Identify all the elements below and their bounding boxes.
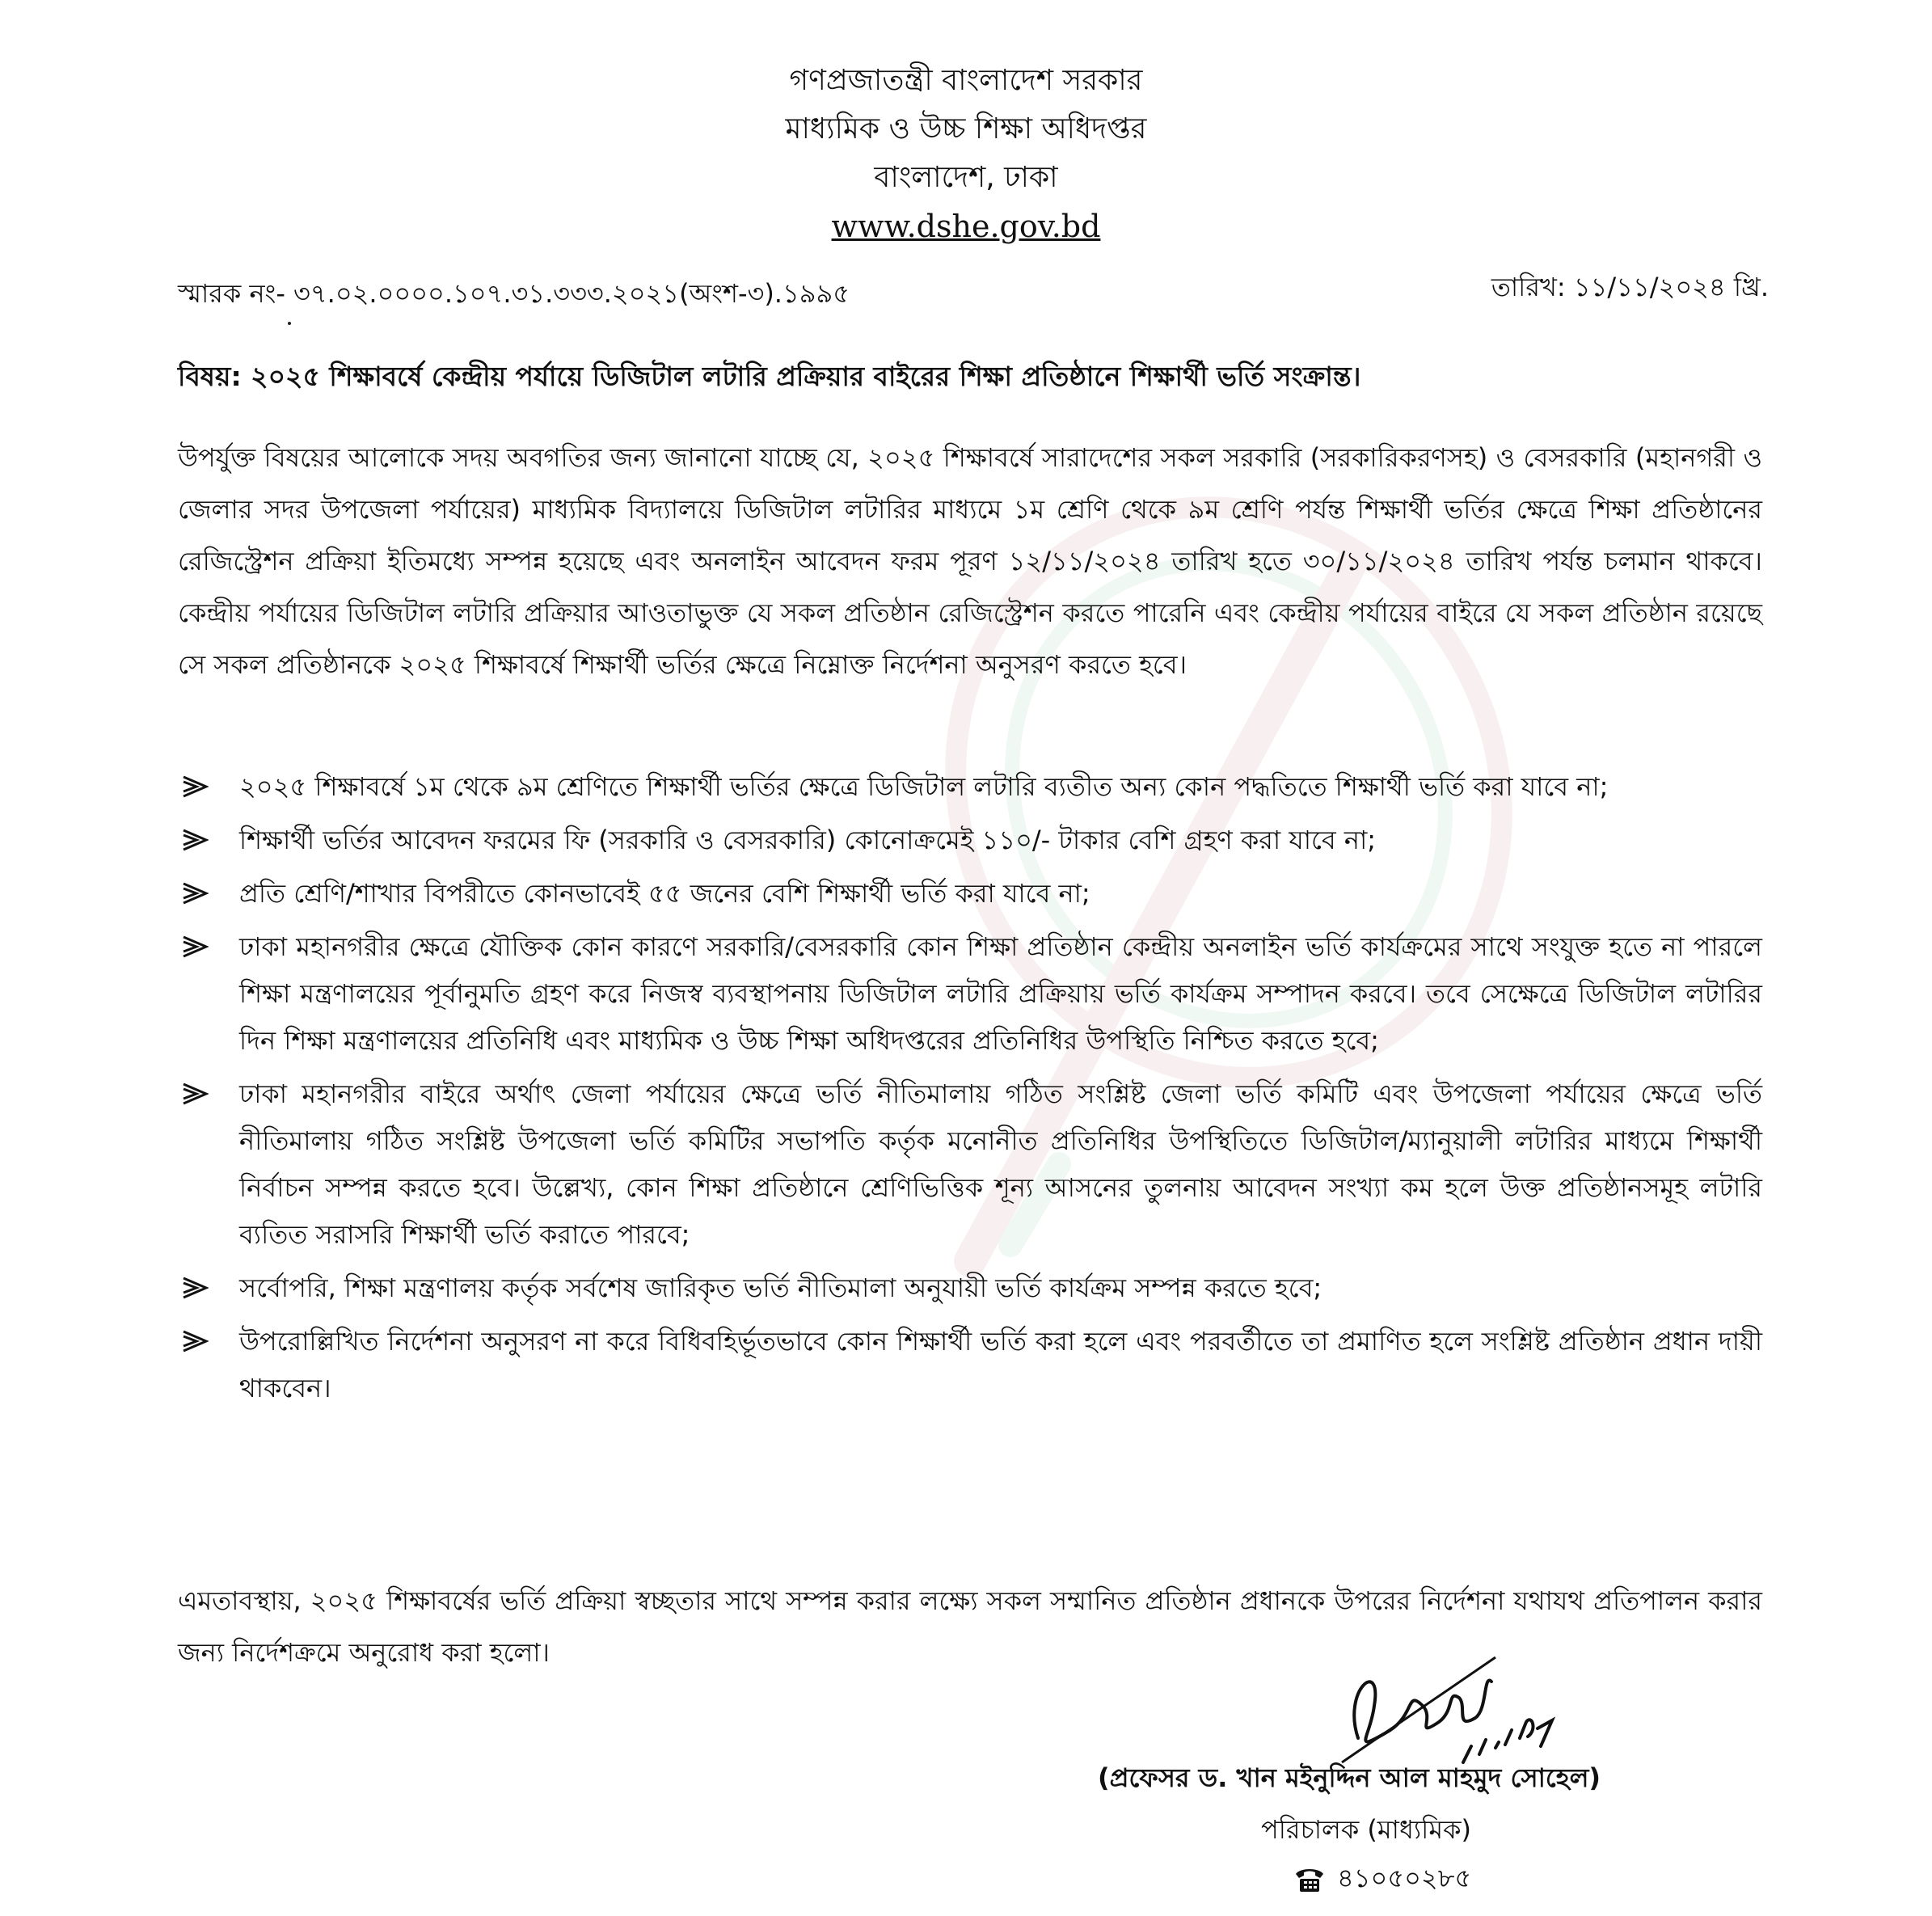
directorate-name: মাধ্যমিক ও উচ্চ শিক্ষা অধিদপ্তর	[785, 112, 1147, 146]
arrow-bullet-icon	[181, 774, 209, 799]
memo-number: স্মারক নং- ৩৭.০২.০০০০.১০৭.৩১.৩৩৩.২০২১(অংশ-৩).১৯৯৫	[178, 278, 850, 309]
phone-line	[1293, 1858, 1471, 1901]
directive-text: ঢাকা মহানগরীর বাইরে অর্থাৎ জেলা পর্যায়ের ক্ষেত্রে ভর্তি নীতিমালায় গঠিত সংশ্লিষ্ট জেলা ভর্তি কমিটি এবং উপজেলা পর্যায়ের ক্ষেত্রে ভর্তি নীতিমালায় গঠিত সংশ্লিষ্ট উপজেলা ভর্তি কমিটির সভাপতি কর্তৃক মনোনীত প্রতিনিধির উপস্থিতিতে ডিজিটাল/ম্যানুয়ালী লটারির মাধ্যমে শিক্ষার্থী নির্বাচন সম্পন্ন করতে হবে। উল্লেখ্য, কোন শিক্ষা প্রতিষ্ঠানে শ্রেণিভিত্তিক শূন্য আসনের তুলনায় আবেদন সংখ্যা কম হলে উক্ত প্রতিষ্ঠানসমূহ লটারি ব্যতিত সরাসরি শিক্ষার্থী ভর্তি করাতে পারবে;	[239, 1078, 1762, 1250]
letter-date: তারিখ: ১১/১১/২০২৪ খ্রি.	[1491, 272, 1769, 302]
stray-mark	[288, 322, 291, 325]
phone-number: ৪১০৫০২৮৫	[1337, 1863, 1472, 1893]
list-item	[178, 763, 1762, 810]
directive-text: উপরোল্লিখিত নির্দেশনা অনুসরণ না করে বিধিবহির্ভূতভাবে কোন শিক্ষার্থী ভর্তি করা হলে এবং পরবর্তীতে তা প্রমাণিত হলে সংশ্লিষ্ট প্রতিষ্ঠান প্রধান দায়ী থাকবেন।	[239, 1326, 1762, 1403]
letter-header	[0, 57, 1932, 251]
directive-text: সর্বোপরি, শিক্ষা মন্ত্রণালয় কর্তৃক সর্বশেষ জারিকৃত ভর্তি নীতিমালা অনুযায়ী ভর্তি কার্যক্রম সম্পন্ন করতে হবে;	[239, 1272, 1322, 1303]
arrow-bullet-icon	[181, 828, 209, 852]
signatory-title: পরিচালক (মাধ্যমিক)	[1261, 1814, 1471, 1845]
directive-text: ঢাকা মহানগরীর ক্ষেত্রে যৌক্তিক কোন কারণে সরকারি/বেসরকারি কোন শিক্ষা প্রতিষ্ঠান কেন্দ্রীয় অনলাইন ভর্তি কার্যক্রমের সাথে সংযুক্ত হতে না পারলে শিক্ষা মন্ত্রণালয়ের পূর্বানুমতি গ্রহণ করে নিজস্ব ব্যবস্থাপনায় ডিজিটাল লটারি প্রক্রিয়ায় ভর্তি কার্যক্রম সম্পাদন করবে। তবে সেক্ষেত্রে ডিজিটাল লটারির দিন শিক্ষা মন্ত্রণালয়ের প্রতিনিধি এবং মাধ্যমিক ও উচ্চ শিক্ষা অধিদপ্তরের প্রতিনিধির উপস্থিতি নিশ্চিত করতে হবে;	[239, 931, 1762, 1056]
list-item	[178, 1070, 1762, 1258]
arrow-bullet-icon	[181, 1082, 209, 1106]
list-item	[178, 1264, 1762, 1311]
location: বাংলাদেশ, ঢাকা	[874, 161, 1058, 194]
list-item	[178, 817, 1762, 863]
govt-name: গণপ্রজাতন্ত্রী বাংলাদেশ সরকার	[789, 64, 1143, 97]
arrow-bullet-icon	[181, 1276, 209, 1300]
telephone-icon	[1293, 1866, 1326, 1893]
intro-paragraph: উপর্যুক্ত বিষয়ের আলোকে সদয় অবগতির জন্য জানানো যাচ্ছে যে, ২০২৫ শিক্ষাবর্ষে সারাদেশের সকল সরকারি (সরকারিকরণসহ) ও বেসরকারি (মহানগরী ও জেলার সদর উপজেলা পর্যায়ের) মাধ্যমিক বিদ্যালয়ে ডিজিটাল লটারির মাধ্যমে ১ম শ্রেণি থেকে ৯ম শ্রেণি পর্যন্ত শিক্ষার্থী ভর্তির ক্ষেত্রে শিক্ষা প্রতিষ্ঠানের রেজিস্ট্রেশন প্রক্রিয়া ইতিমধ্যে সম্পন্ন হয়েছে এবং অনলাইন আবেদন ফরম পূরণ ১২/১১/২০২৪ তারিখ হতে ৩০/১১/২০২৪ তারিখ পর্যন্ত চলমান থাকবে। কেন্দ্রীয় পর্যায়ের ডিজিটাল লটারি প্রক্রিয়ার আওতাভুক্ত যে সকল প্রতিষ্ঠান রেজিস্ট্রেশন করতে পারেনি এবং কেন্দ্রীয় পর্যায়ের বাইরে যে সকল প্রতিষ্ঠান রয়েছে সে সকল প্রতিষ্ঠানকে ২০২৫ শিক্ষাবর্ষে শিক্ষার্থী ভর্তির ক্ষেত্রে নিম্নোক্ত নির্দেশনা অনুসরণ করতে হবে।	[178, 442, 1762, 680]
closing-paragraph: এমতাবস্থায়, ২০২৫ শিক্ষাবর্ষের ভর্তি প্রক্রিয়া স্বচ্ছতার সাথে সম্পন্ন করার লক্ষ্যে সকল সম্মানিত প্রতিষ্ঠান প্রধানকে উপরের নির্দেশনা যথাযথ প্রতিপালন করার জন্য নির্দেশক্রমে অনুরোধ করা হলো।	[178, 1585, 1762, 1668]
list-item	[178, 923, 1762, 1064]
list-item	[178, 1318, 1762, 1412]
directive-text: প্রতি শ্রেণি/শাখার বিপরীতে কোনভাবেই ৫৫ জনের বেশি শিক্ষার্থী ভর্তি করা যাবে না;	[239, 878, 1090, 909]
list-item	[178, 870, 1762, 917]
website-link[interactable]: www.dshe.gov.bd	[831, 209, 1101, 244]
signatory-name: (প্রফেসর ড. খান মইনুদ্দিন আল মাহমুদ সোহেল)	[1098, 1762, 1601, 1793]
directive-list	[178, 763, 1762, 1418]
directive-text: শিক্ষার্থী ভর্তির আবেদন ফরমের ফি (সরকারি ও বেসরকারি) কোনোক্রমেই ১১০/- টাকার বেশি গ্রহণ করা যাবে না;	[239, 825, 1377, 855]
subject-line: বিষয়: ২০২৫ শিক্ষাবর্ষে কেন্দ্রীয় পর্যায়ে ডিজিটাল লটারি প্রক্রিয়ার বাইরের শিক্ষা প্রতিষ্ঠানে শিক্ষার্থী ভর্তি সংক্রান্ত।	[178, 361, 1361, 392]
arrow-bullet-icon	[181, 881, 209, 905]
directive-text: ২০২৫ শিক্ষাবর্ষে ১ম থেকে ৯ম শ্রেণিতে শিক্ষার্থী ভর্তির ক্ষেত্রে ডিজিটাল লটারি ব্যতীত অন্য কোন পদ্ধতিতে শিক্ষার্থী ভর্তি করা যাবে না;	[239, 771, 1609, 802]
arrow-bullet-icon	[181, 935, 209, 959]
arrow-bullet-icon	[181, 1329, 209, 1353]
